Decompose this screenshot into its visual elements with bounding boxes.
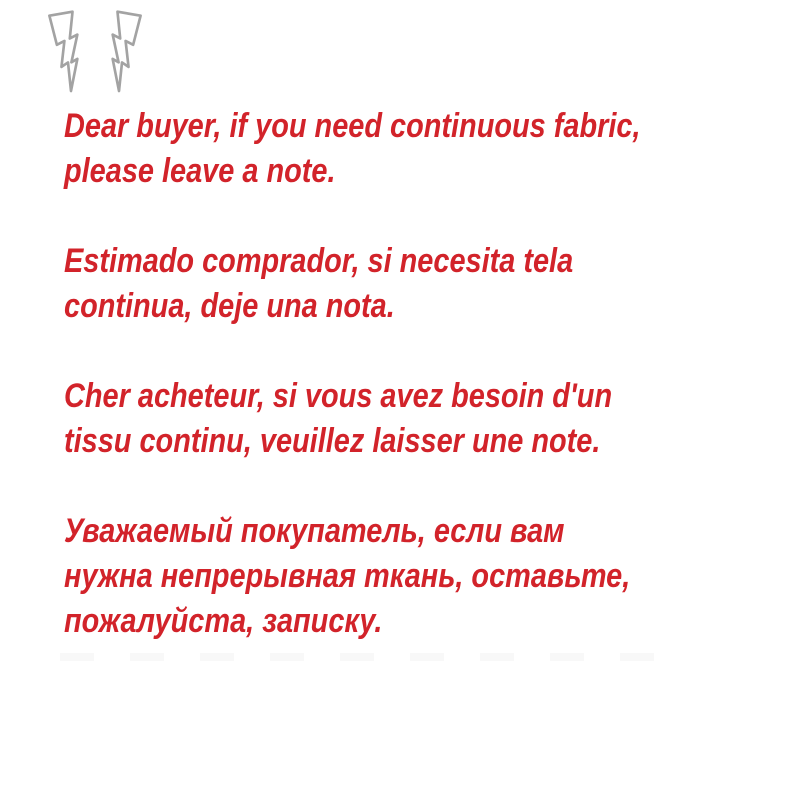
notice-block-english bbox=[64, 104, 761, 194]
notice-block-russian bbox=[64, 509, 761, 644]
notice-line: Уважаемый покупатель, если вам bbox=[64, 512, 565, 550]
notice-line: Dear buyer, if you need continuous fabric, bbox=[64, 107, 641, 145]
notice-text bbox=[64, 104, 761, 689]
notice-block-spanish bbox=[64, 239, 761, 329]
notice-line: continua, deje una nota. bbox=[64, 287, 395, 325]
notice-line: пожалуйста, записку. bbox=[64, 602, 383, 640]
notice-line: please leave a note. bbox=[64, 152, 336, 190]
ghost-text-artifact bbox=[60, 653, 680, 661]
notice-block-french bbox=[64, 374, 761, 464]
lightning-bolts bbox=[38, 4, 153, 100]
notice-line: нужна непрерывная ткань, оставьте, bbox=[64, 557, 631, 595]
notice-line: Cher acheteur, si vous avez besoin d'un bbox=[64, 377, 613, 415]
lightning-bolt-icon bbox=[88, 1, 161, 103]
notice-line: Estimado comprador, si necesita tela bbox=[64, 242, 574, 280]
notice-line: tissu continu, veuillez laisser une note. bbox=[64, 422, 601, 460]
